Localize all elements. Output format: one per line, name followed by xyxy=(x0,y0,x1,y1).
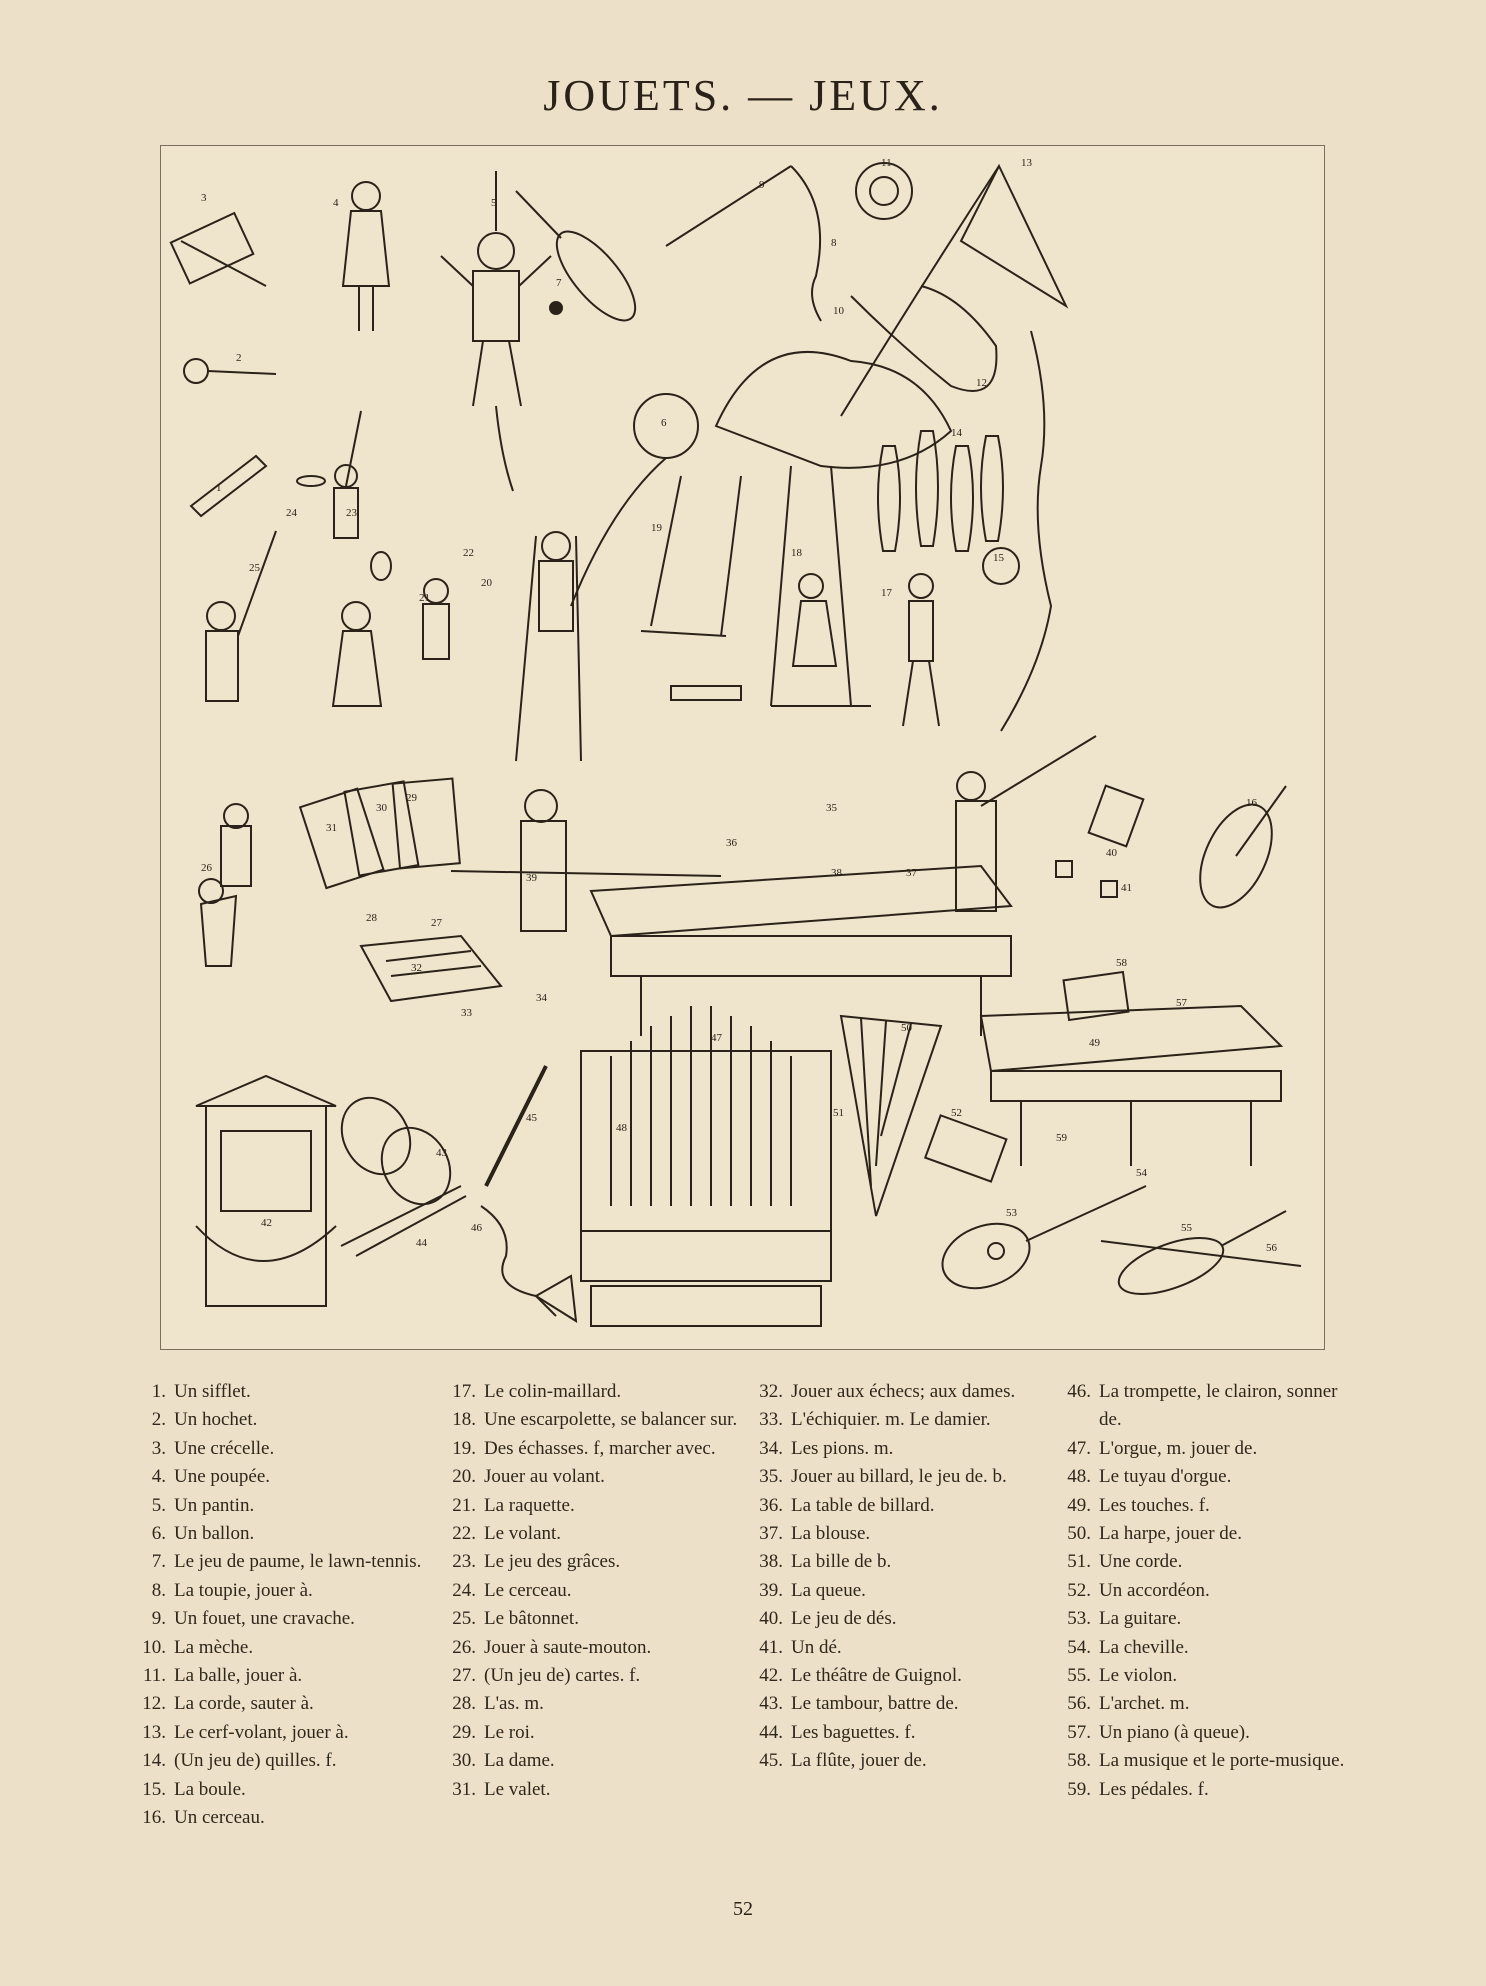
whip-illustration xyxy=(666,166,821,321)
legend-entry-text: La corde, sauter à. xyxy=(174,1693,314,1715)
legend-entry xyxy=(440,1492,740,1520)
legend-entry-text: Une poupée. xyxy=(174,1466,271,1488)
callout-label: 56 xyxy=(1266,1242,1277,1254)
legend-entry xyxy=(1055,1435,1355,1463)
hoop-illustration xyxy=(1186,786,1287,919)
legend-entry-text: Le roi. xyxy=(484,1721,535,1743)
legend-entry-text: Jouer au billard, le jeu de. b. xyxy=(791,1466,1007,1488)
legend-entry xyxy=(747,1662,1047,1690)
legend-entry xyxy=(1055,1463,1355,1491)
legend-entry-text: (Un jeu de) quilles. f. xyxy=(174,1750,337,1772)
legend-entry xyxy=(747,1492,1047,1520)
legend-entry-text: La bille de b. xyxy=(791,1551,892,1573)
legend-entry-number: 10. xyxy=(142,1636,166,1658)
callout-label: 48 xyxy=(616,1122,627,1134)
legend-entry xyxy=(747,1435,1047,1463)
callout-label: 35 xyxy=(826,802,837,814)
legend-entry-number: 32. xyxy=(759,1381,783,1402)
legend-entry xyxy=(747,1634,1047,1662)
legend-entry-number: 53. xyxy=(1067,1608,1091,1630)
callout-label: 27 xyxy=(431,917,442,929)
toys-games-illustration xyxy=(161,146,1326,1351)
doll-illustration xyxy=(343,182,389,331)
callout-label: 37 xyxy=(906,867,917,879)
legend-entry xyxy=(747,1605,1047,1633)
legend-entry xyxy=(1055,1605,1355,1633)
callout-label: 57 xyxy=(1176,997,1187,1009)
legend-entry-number: 45. xyxy=(759,1750,783,1772)
callout-label: 18 xyxy=(791,547,802,559)
legend-entry-number: 6. xyxy=(151,1523,166,1545)
legend-entry-number: 26. xyxy=(452,1636,476,1658)
legend-entry-number: 34. xyxy=(759,1437,783,1459)
page-title: JOUETS. — JEUX. xyxy=(543,71,943,120)
legend-entry xyxy=(440,1719,740,1747)
legend-entry-text: Les pions. m. xyxy=(791,1437,894,1459)
legend-entry xyxy=(440,1406,740,1434)
legend-entry xyxy=(747,1719,1047,1747)
hochet-illustration xyxy=(184,359,276,383)
accordion-illustration xyxy=(925,1115,1006,1181)
legend-entry-number: 40. xyxy=(759,1608,783,1630)
legend-entry xyxy=(1055,1378,1355,1435)
callout-label: 21 xyxy=(419,592,430,604)
legend-entry xyxy=(130,1492,430,1520)
legend-entry-text: La raquette. xyxy=(484,1494,575,1516)
legend-entry xyxy=(1055,1776,1355,1804)
callout-label: 24 xyxy=(286,507,297,519)
callout-label: 34 xyxy=(536,992,547,1004)
callout-label: 9 xyxy=(759,179,765,191)
legend-entry-text: Un accordéon. xyxy=(1099,1579,1210,1601)
legend-entry-number: 39. xyxy=(759,1579,783,1601)
legend-entry xyxy=(440,1605,740,1633)
legend-entry-number: 3. xyxy=(151,1437,166,1459)
skipping-rope-illustration xyxy=(851,286,996,391)
callout-label: 44 xyxy=(416,1237,427,1249)
chessboard-illustration xyxy=(361,936,501,1001)
legend-entry-text: La queue. xyxy=(791,1579,866,1601)
legend-entry-text: La boule. xyxy=(174,1778,246,1800)
harp-illustration xyxy=(841,1016,941,1216)
tennis-racket-illustration xyxy=(516,191,648,332)
legend-entry-text: La harpe, jouer de. xyxy=(1099,1523,1242,1545)
legend-entry-text: Jouer au volant. xyxy=(484,1466,605,1488)
callout-label: 47 xyxy=(711,1032,722,1044)
legend-entry-text: La blouse. xyxy=(791,1523,871,1545)
legend-entry xyxy=(1055,1747,1355,1775)
legend-entry-text: Un piano (à queue). xyxy=(1099,1721,1250,1743)
callout-label: 10 xyxy=(833,305,844,317)
legend-entry xyxy=(440,1378,740,1406)
legend-column-4 xyxy=(1055,1378,1355,1804)
legend-entry xyxy=(440,1634,740,1662)
legend-entry xyxy=(747,1378,1047,1406)
legend-entry-number: 56. xyxy=(1067,1693,1091,1715)
callout-label: 50 xyxy=(901,1022,912,1034)
legend-entry xyxy=(130,1634,430,1662)
legend-entry xyxy=(747,1577,1047,1605)
legend-entry xyxy=(130,1520,430,1548)
legend-entry xyxy=(440,1548,740,1576)
legend-entry xyxy=(130,1662,430,1690)
legend-entry xyxy=(1055,1662,1355,1690)
legend-entry-number: 17. xyxy=(452,1381,476,1402)
legend-entry xyxy=(1055,1577,1355,1605)
legend-entry-number: 13. xyxy=(142,1721,166,1743)
legend-entry xyxy=(130,1548,430,1576)
callout-label: 11 xyxy=(881,157,892,169)
legend-entry-number: 59. xyxy=(1067,1778,1091,1800)
playing-cards-illustration xyxy=(300,779,460,889)
battledore-shuttlecock-illustration xyxy=(333,552,449,706)
callout-label: 13 xyxy=(1021,157,1032,169)
legend-entry-text: Le jeu de dés. xyxy=(791,1608,897,1630)
legend-entry-text: Une escarpolette, se balancer sur. xyxy=(484,1409,738,1431)
callout-label: 45 xyxy=(526,1112,537,1124)
legend-entry-number: 47. xyxy=(1067,1437,1091,1459)
legend-entry xyxy=(1055,1719,1355,1747)
legend-entry xyxy=(1055,1492,1355,1520)
legend-entry-number: 4. xyxy=(151,1466,166,1488)
callout-label: 53 xyxy=(1006,1207,1017,1219)
callout-label: 39 xyxy=(526,872,537,884)
callout-label: 19 xyxy=(651,522,662,534)
legend-entry-number: 43. xyxy=(759,1693,783,1715)
callout-label: 42 xyxy=(261,1217,272,1229)
page-number: 52 xyxy=(733,1898,753,1920)
legend-entry-number: 29. xyxy=(452,1721,476,1743)
legend-entry xyxy=(130,1690,430,1718)
rattle-crecelle-illustration xyxy=(171,213,266,286)
legend-column-2 xyxy=(440,1378,740,1804)
legend-entry-number: 15. xyxy=(142,1778,166,1800)
legend-entry xyxy=(747,1548,1047,1576)
callout-label: 29 xyxy=(406,792,417,804)
legend-entry-number: 38. xyxy=(759,1551,783,1573)
organ-illustration xyxy=(581,1006,831,1326)
legend-entry-text: Le théâtre de Guignol. xyxy=(791,1665,962,1687)
legend-entry-number: 25. xyxy=(452,1608,476,1630)
legend-entry xyxy=(440,1463,740,1491)
legend-entry-text: Les baguettes. f. xyxy=(791,1721,916,1743)
legend-entry-text: La dame. xyxy=(484,1750,555,1772)
legend-entry xyxy=(440,1520,740,1548)
callout-label: 4 xyxy=(333,197,339,209)
legend-entry-number: 42. xyxy=(759,1665,783,1687)
callout-label: 16 xyxy=(1246,797,1257,809)
legend-entry-number: 28. xyxy=(452,1693,476,1715)
legend-entry-number: 55. xyxy=(1067,1665,1091,1687)
callout-label: 52 xyxy=(951,1107,962,1119)
illustration-plate xyxy=(160,145,1325,1350)
legend xyxy=(130,1378,1360,1858)
callout-label: 41 xyxy=(1121,882,1132,894)
legend-entry xyxy=(440,1662,740,1690)
legend-entry xyxy=(747,1690,1047,1718)
legend-entry-number: 18. xyxy=(452,1409,476,1431)
legend-entry-number: 2. xyxy=(151,1409,166,1431)
legend-entry-number: 57. xyxy=(1067,1721,1091,1743)
callout-label: 20 xyxy=(481,577,492,589)
callout-label: 51 xyxy=(833,1107,844,1119)
legend-entry-text: La mèche. xyxy=(174,1636,254,1658)
legend-entry xyxy=(747,1520,1047,1548)
callout-label: 7 xyxy=(556,277,562,289)
legend-entry-number: 1. xyxy=(151,1381,166,1402)
legend-entry xyxy=(440,1747,740,1775)
legend-entry xyxy=(1055,1548,1355,1576)
legend-entry-text: Les touches. f. xyxy=(1099,1494,1210,1516)
callout-label: 8 xyxy=(831,237,837,249)
callout-label: 12 xyxy=(976,377,987,389)
legend-entry-number: 9. xyxy=(151,1608,166,1630)
legend-entry-number: 8. xyxy=(151,1579,166,1601)
legend-entry-text: La musique et le porte-musique. xyxy=(1099,1750,1345,1772)
callout-label: 1 xyxy=(216,482,222,494)
legend-entry-text: Jouer à saute-mouton. xyxy=(484,1636,652,1658)
piano-illustration xyxy=(981,972,1281,1166)
legend-entry-number: 12. xyxy=(142,1693,166,1715)
drum-illustration xyxy=(328,1085,466,1256)
legend-entry-text: Le tambour, battre de. xyxy=(791,1693,959,1715)
stilts-illustration xyxy=(516,532,581,761)
legend-entry-number: 24. xyxy=(452,1579,476,1601)
legend-entry-number: 35. xyxy=(759,1466,783,1488)
legend-entry-number: 20. xyxy=(452,1466,476,1488)
legend-entry xyxy=(440,1435,740,1463)
ball-illustration xyxy=(856,163,912,219)
billiard-table-illustration xyxy=(451,736,1096,1036)
balloon-illustration xyxy=(571,394,698,606)
legend-entry-number: 54. xyxy=(1067,1636,1091,1658)
legend-entry-text: Le volant. xyxy=(484,1523,562,1545)
legend-entry xyxy=(747,1406,1047,1434)
callout-label: 40 xyxy=(1106,847,1117,859)
legend-entry-text: La table de billard. xyxy=(791,1494,935,1516)
legend-entry-number: 7. xyxy=(151,1551,166,1573)
flute-illustration xyxy=(486,1066,546,1186)
legend-column-3 xyxy=(747,1378,1047,1776)
legend-entry-number: 31. xyxy=(452,1778,476,1800)
legend-entry xyxy=(747,1463,1047,1491)
legend-entry-number: 44. xyxy=(759,1721,783,1743)
callout-label: 15 xyxy=(993,552,1004,564)
callout-label: 6 xyxy=(661,417,667,429)
legend-entry xyxy=(1055,1520,1355,1548)
legend-entry-text: Le cerf-volant, jouer à. xyxy=(174,1721,349,1743)
legend-entry-number: 14. xyxy=(142,1750,166,1772)
legend-entry-text: Une crécelle. xyxy=(174,1437,275,1459)
legend-entry-text: Un ballon. xyxy=(174,1523,255,1545)
legend-entry-text: Le colin-maillard. xyxy=(484,1381,622,1402)
legend-entry-number: 27. xyxy=(452,1665,476,1687)
legend-entry-number: 58. xyxy=(1067,1750,1091,1772)
legend-entry xyxy=(747,1747,1047,1775)
legend-entry xyxy=(440,1776,740,1804)
legend-entry-text: Le jeu de paume, le lawn-tennis. xyxy=(174,1551,422,1573)
legend-entry-text: L'as. m. xyxy=(484,1693,544,1715)
legend-entry-number: 50. xyxy=(1067,1523,1091,1545)
legend-entry-text: Une corde. xyxy=(1099,1551,1183,1573)
legend-entry-text: Un dé. xyxy=(791,1636,842,1658)
legend-entry-number: 21. xyxy=(452,1494,476,1516)
legend-entry xyxy=(130,1804,430,1832)
dice-cup-illustration xyxy=(1056,786,1143,897)
callout-label: 32 xyxy=(411,962,422,974)
callout-label: 25 xyxy=(249,562,260,574)
legend-entry-text: Le tuyau d'orgue. xyxy=(1099,1466,1232,1488)
legend-entry-number: 37. xyxy=(759,1523,783,1545)
legend-entry-number: 36. xyxy=(759,1494,783,1516)
legend-entry-number: 49. xyxy=(1067,1494,1091,1516)
legend-entry-number: 5. xyxy=(151,1494,166,1516)
legend-entry-text: Un sifflet. xyxy=(174,1381,251,1402)
legend-entry-number: 16. xyxy=(142,1807,166,1829)
legend-entry-text: L'orgue, m. jouer de. xyxy=(1099,1437,1258,1459)
callout-label: 33 xyxy=(461,1007,472,1019)
legend-entry xyxy=(130,1719,430,1747)
callout-label: 36 xyxy=(726,837,737,849)
legend-entry-text: Les pédales. f. xyxy=(1099,1778,1209,1800)
callout-label: 46 xyxy=(471,1222,482,1234)
legend-entry-text: Le cerceau. xyxy=(484,1579,572,1601)
graces-batonnet-illustration xyxy=(206,411,361,701)
legend-entry-text: Le jeu des grâces. xyxy=(484,1551,621,1573)
legend-entry-number: 11. xyxy=(142,1665,166,1687)
whistle-illustration xyxy=(191,456,266,516)
legend-entry-number: 51. xyxy=(1067,1551,1091,1573)
callout-label: 26 xyxy=(201,862,212,874)
legend-entry xyxy=(1055,1690,1355,1718)
violin-illustration xyxy=(1101,1211,1301,1305)
legend-entry-text: Des échasses. f, marcher avec. xyxy=(484,1437,716,1459)
callout-label: 17 xyxy=(881,587,892,599)
legend-entry xyxy=(130,1406,430,1434)
legend-entry-number: 23. xyxy=(452,1551,476,1573)
legend-entry-text: Le violon. xyxy=(1099,1665,1178,1687)
legend-entry-text: Un pantin. xyxy=(174,1494,255,1516)
callout-label: 3 xyxy=(201,192,207,204)
callout-label: 58 xyxy=(1116,957,1127,969)
legend-entry-text: (Un jeu de) cartes. f. xyxy=(484,1665,641,1687)
legend-entry-number: 48. xyxy=(1067,1466,1091,1488)
callout-label: 23 xyxy=(346,507,357,519)
legend-entry-text: La toupie, jouer à. xyxy=(174,1579,313,1601)
legend-entry-number: 19. xyxy=(452,1437,476,1459)
callout-label: 59 xyxy=(1056,1132,1067,1144)
legend-entry-text: Le valet. xyxy=(484,1778,551,1800)
legend-entry-number: 52. xyxy=(1067,1579,1091,1601)
legend-entry-number: 46. xyxy=(1067,1381,1091,1402)
legend-entry-number: 41. xyxy=(759,1636,783,1658)
legend-entry-text: Le bâtonnet. xyxy=(484,1608,579,1630)
legend-entry xyxy=(130,1747,430,1775)
legend-entry-text: Un cerceau. xyxy=(174,1807,265,1829)
guignol-theatre-illustration xyxy=(196,1076,336,1306)
legend-column-1 xyxy=(130,1378,430,1833)
legend-entry-text: Un fouet, une cravache. xyxy=(174,1608,355,1630)
callout-label: 28 xyxy=(366,912,377,924)
callout-label: 14 xyxy=(951,427,962,439)
pantin-illustration xyxy=(441,171,551,491)
legend-entry-text: La trompette, le clairon, sonner de. xyxy=(1099,1381,1338,1431)
legend-entry-text: La cheville. xyxy=(1099,1636,1189,1658)
callout-label: 31 xyxy=(326,822,337,834)
kite-illustration xyxy=(841,166,1066,731)
legend-entry xyxy=(130,1605,430,1633)
callout-label: 49 xyxy=(1089,1037,1100,1049)
callout-label: 2 xyxy=(236,352,242,364)
legend-entry-text: La balle, jouer à. xyxy=(174,1665,303,1687)
legend-entry xyxy=(130,1463,430,1491)
callout-label: 5 xyxy=(491,197,497,209)
legend-entry-number: 30. xyxy=(452,1750,476,1772)
callout-label: 30 xyxy=(376,802,387,814)
legend-entry-text: Jouer aux échecs; aux dames. xyxy=(791,1381,1016,1402)
legend-entry xyxy=(440,1577,740,1605)
legend-entry xyxy=(130,1435,430,1463)
legend-entry-text: La guitare. xyxy=(1099,1608,1182,1630)
legend-entry xyxy=(130,1378,430,1406)
callout-label: 38 xyxy=(831,867,842,879)
callout-label: 22 xyxy=(463,547,474,559)
legend-entry-text: L'échiquier. m. Le damier. xyxy=(791,1409,991,1431)
legend-entry xyxy=(1055,1634,1355,1662)
callout-label: 43 xyxy=(436,1147,447,1159)
legend-entry xyxy=(440,1690,740,1718)
tree-swing-illustration xyxy=(641,352,951,706)
legend-entry xyxy=(130,1776,430,1804)
colin-maillard-illustration xyxy=(793,574,939,726)
legend-entry-number: 33. xyxy=(759,1409,783,1431)
legend-entry xyxy=(130,1577,430,1605)
callout-label: 55 xyxy=(1181,1222,1192,1234)
legend-entry-text: Un hochet. xyxy=(174,1409,258,1431)
legend-entry-number: 22. xyxy=(452,1523,476,1545)
trumpet-illustration xyxy=(481,1206,576,1321)
leapfrog-illustration xyxy=(199,804,251,966)
legend-entry-text: L'archet. m. xyxy=(1099,1693,1190,1715)
callout-label: 54 xyxy=(1136,1167,1147,1179)
legend-entry-text: La flûte, jouer de. xyxy=(791,1750,927,1772)
